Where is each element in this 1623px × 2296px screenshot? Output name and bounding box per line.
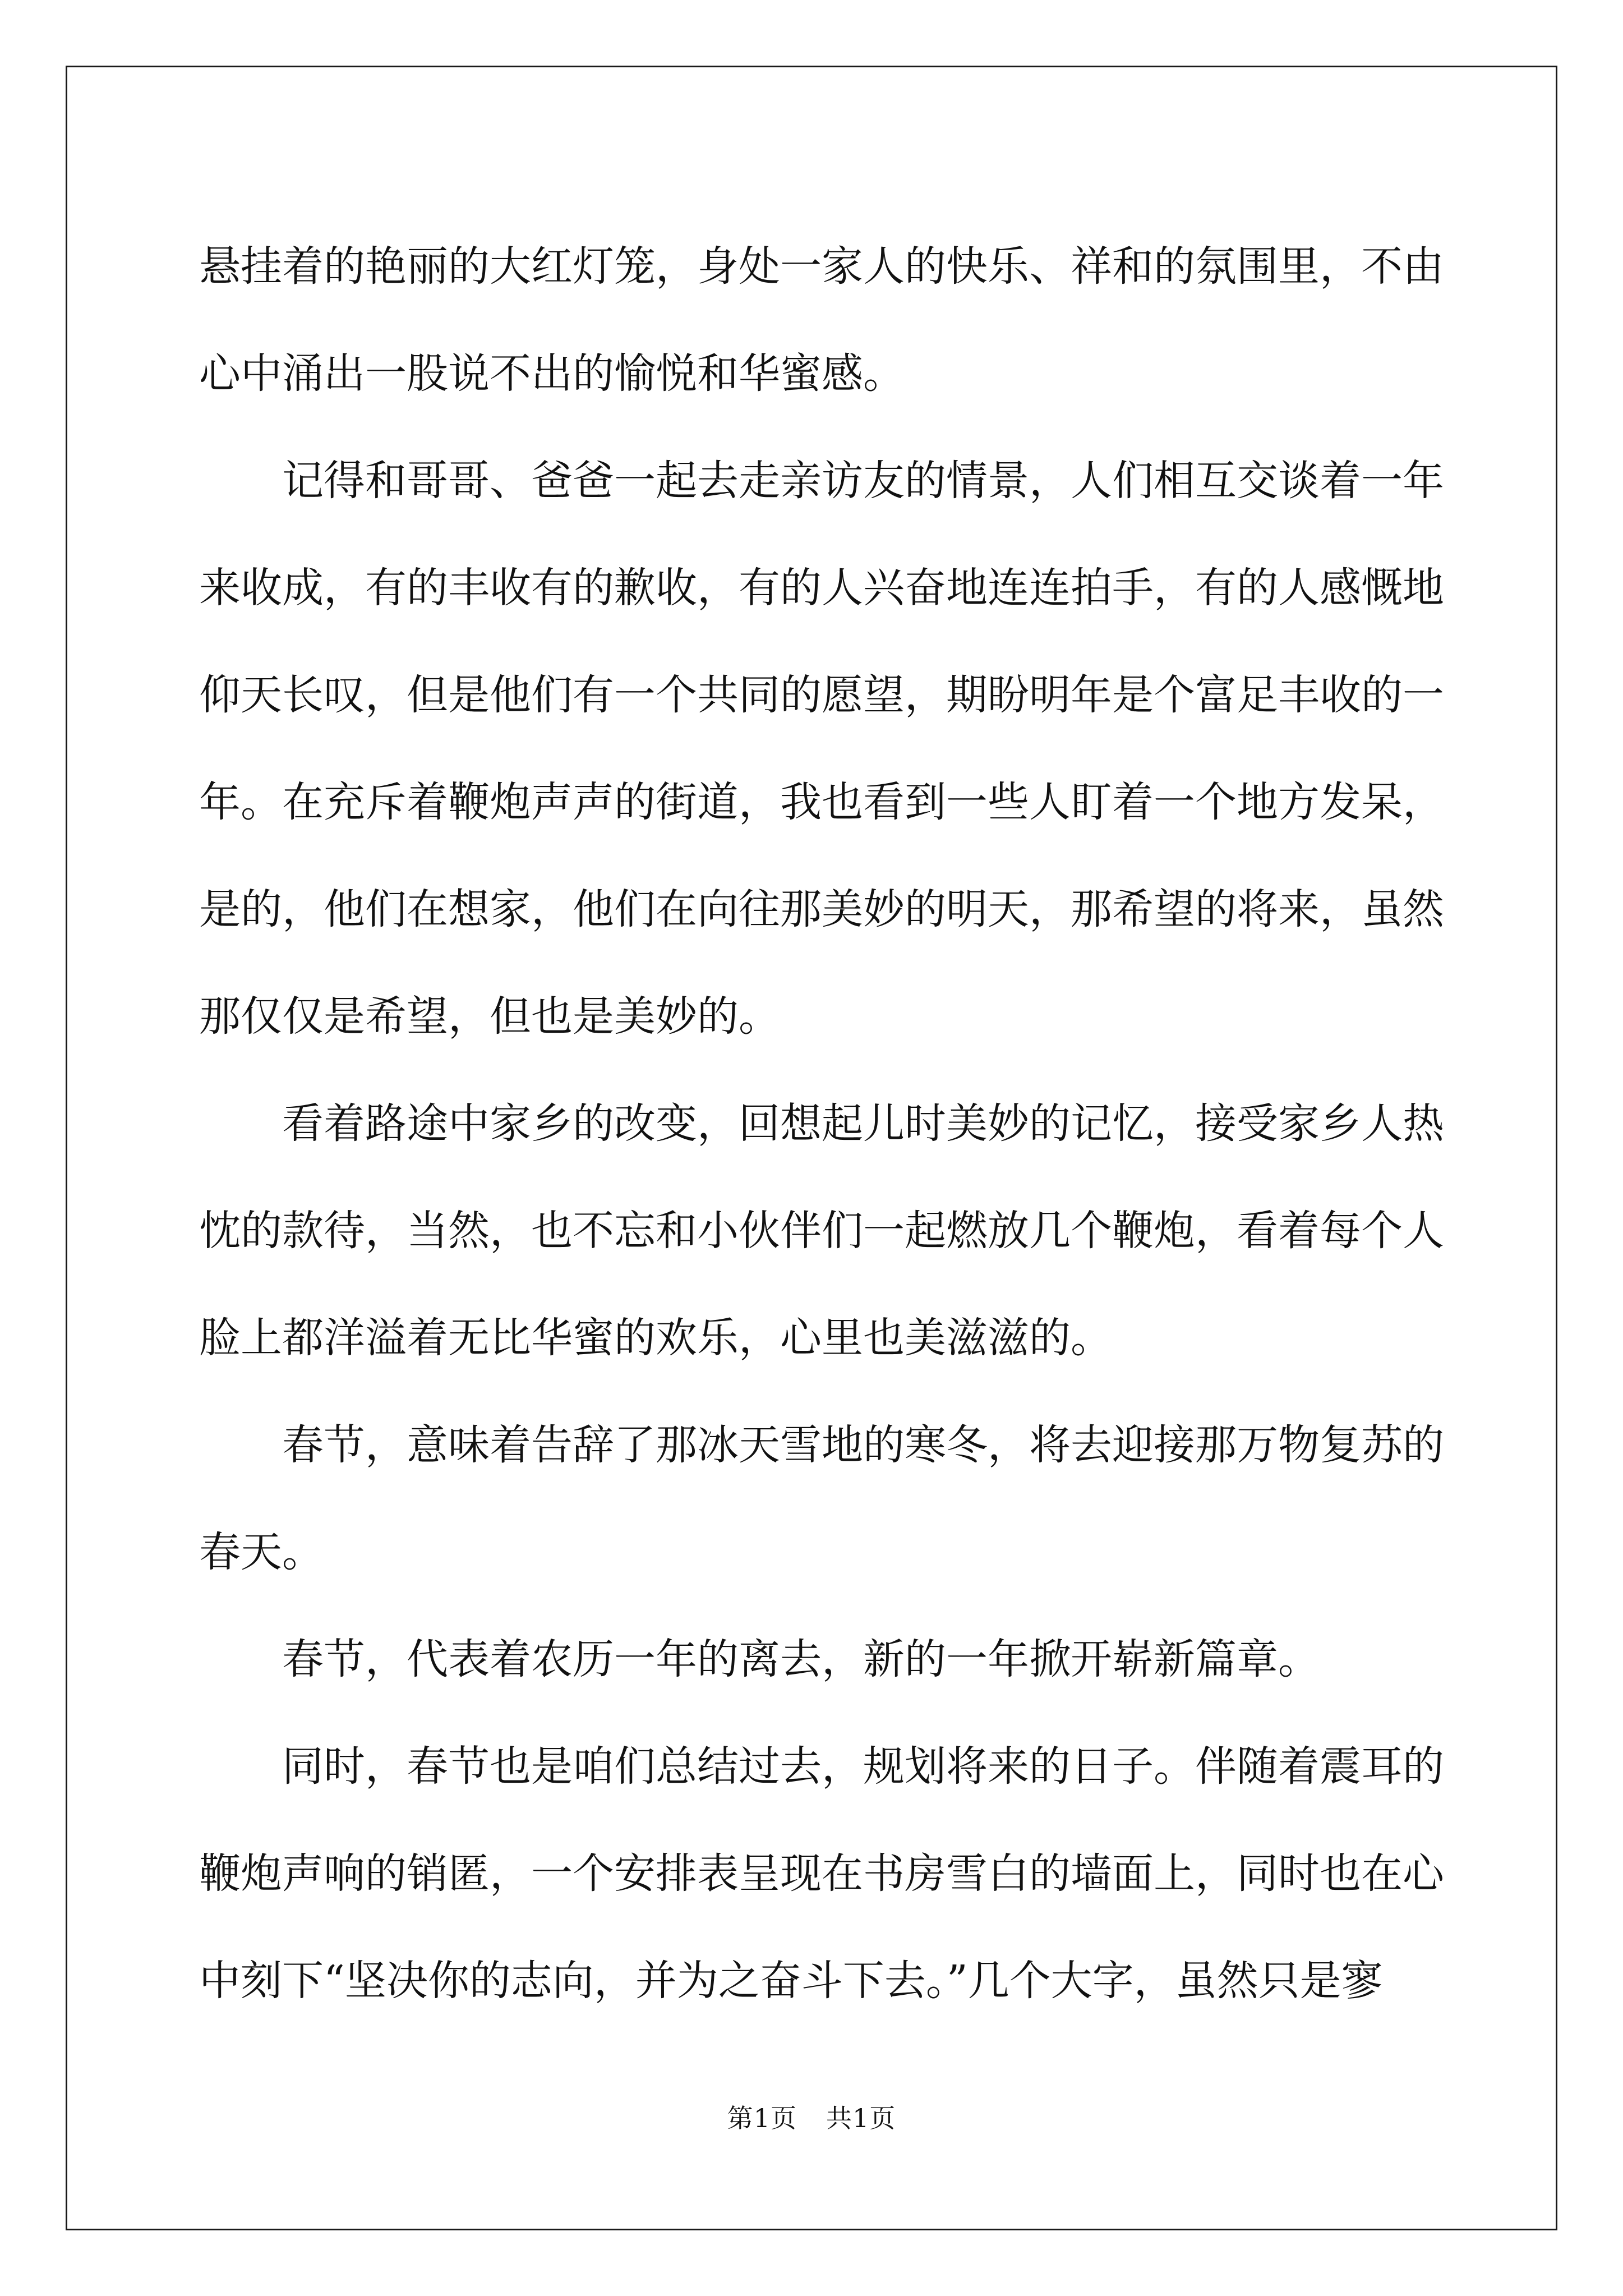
- page-number: 第1页: [727, 2103, 797, 2133]
- text-line: 中刻下“坚决你的志向，并为之奋斗下去。”几个大字，虽然只是寥: [199, 1957, 1383, 2005]
- page-total: 共1页: [826, 2103, 896, 2133]
- text-line: 脸上都洋溢着无比华蜜的欢乐，心里也美滋滋的。: [199, 1314, 1112, 1362]
- text-line: 心中涌出一股说不出的愉悦和华蜜感。: [199, 349, 905, 398]
- text-line: 那仅仅是希望，但也是美妙的。: [199, 992, 780, 1041]
- text-line: 忱的款待，当然，也不忘和小伙伴们一起燃放几个鞭炮，看着每个人: [199, 1207, 1444, 1255]
- document-body: [199, 213, 1444, 2035]
- text-line: 看着路途中家乡的改变，回想起儿时美妙的记忆，接受家乡人热: [282, 1099, 1444, 1148]
- text-line: 悬挂着的艳丽的大红灯笼，身处一家人的快乐、祥和的氛围里，不由: [199, 242, 1444, 291]
- text-line: 记得和哥哥、爸爸一起去走亲访友的情景，人们相互交谈着一年: [282, 457, 1444, 505]
- text-line: 来收成，有的丰收有的歉收，有的人兴奋地连连拍手，有的人感慨地: [199, 564, 1444, 612]
- text-line: 是的，他们在想家，他们在向往那美妙的明天，那希望的将来，虽然: [199, 885, 1444, 933]
- text-line: 同时，春节也是咱们总结过去，规划将来的日子。伴随着震耳的: [282, 1742, 1444, 1791]
- text-line: 年。在充斥着鞭炮声声的街道，我也看到一些人盯着一个地方发呆，: [199, 778, 1444, 826]
- text-line: 春天。: [199, 1528, 324, 1576]
- text-line: 春节，意味着告辞了那冰天雪地的寒冬，将去迎接那万物复苏的: [282, 1421, 1444, 1469]
- text-line: 仰天长叹，但是他们有一个共同的愿望，期盼明年是个富足丰收的一: [199, 671, 1444, 719]
- text-line: 鞭炮声响的销匿，一个安排表呈现在书房雪白的墙面上，同时也在心: [199, 1849, 1444, 1898]
- page-footer: [0, 2098, 1623, 2135]
- text-line: 春节，代表着农历一年的离去，新的一年掀开崭新篇章。: [282, 1635, 1320, 1683]
